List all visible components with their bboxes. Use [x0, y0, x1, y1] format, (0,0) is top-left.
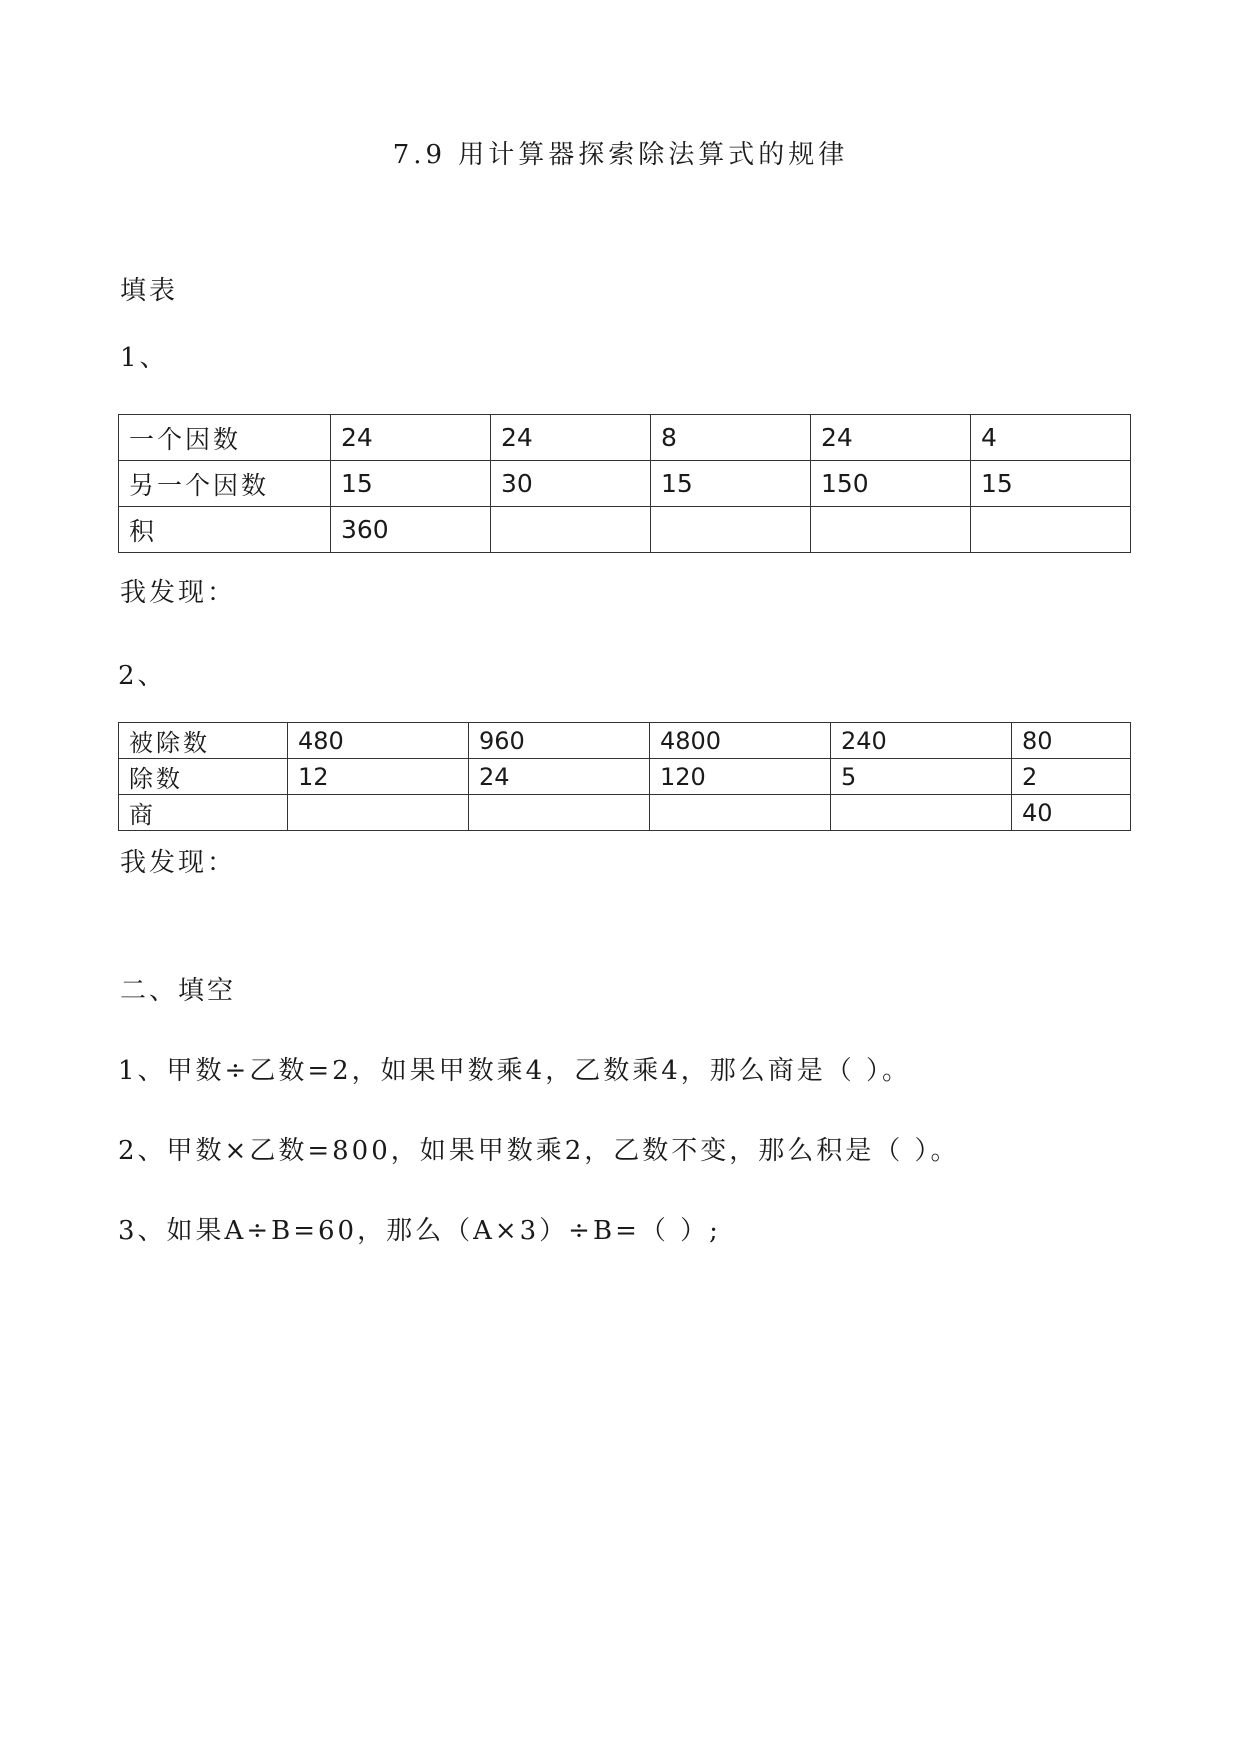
table-cell: 24: [811, 415, 971, 461]
answer-cell[interactable]: [491, 507, 651, 553]
table-cell: 4: [971, 415, 1131, 461]
answer-cell[interactable]: [288, 795, 469, 831]
table-cell: 8: [651, 415, 811, 461]
table-cell: 960: [469, 723, 650, 759]
table-cell: 24: [469, 759, 650, 795]
table-cell: 120: [650, 759, 831, 795]
page-title: 7.9 用计算器探索除法算式的规律: [392, 140, 849, 170]
fill-blank-question-3: 3、如果A÷B=60，那么（A×3）÷B=（ ）;: [118, 1216, 721, 1246]
row-header: 被除数: [119, 723, 288, 759]
answer-cell[interactable]: [831, 795, 1012, 831]
table-cell: 150: [811, 461, 971, 507]
dividend-quotient-table: [118, 722, 1131, 831]
row-header: 除数: [119, 759, 288, 795]
question-1-label: 1、: [120, 343, 169, 373]
answer-cell[interactable]: [971, 507, 1131, 553]
table-cell: 15: [331, 461, 491, 507]
table-cell: 2: [1012, 759, 1131, 795]
table-cell: 360: [331, 507, 491, 553]
answer-cell[interactable]: [469, 795, 650, 831]
table-cell: 15: [651, 461, 811, 507]
table-cell: 5: [831, 759, 1012, 795]
question-2-label: 2、: [118, 661, 167, 691]
table-row: [119, 723, 1131, 759]
answer-cell[interactable]: [811, 507, 971, 553]
finding-label-1: 我发现：: [120, 578, 237, 608]
section-heading-fill-table: 填表: [120, 276, 179, 306]
fill-blank-question-2: 2、甲数×乙数=800，如果甲数乘2，乙数不变，那么积是（ ）。: [118, 1136, 960, 1166]
table-row: [119, 795, 1131, 831]
section-heading-fill-blanks: 二、填空: [120, 976, 237, 1006]
table-row: [119, 461, 1131, 507]
table-cell: 24: [331, 415, 491, 461]
table-row: [119, 507, 1131, 553]
row-header: 积: [119, 507, 331, 553]
finding-label-2: 我发现：: [120, 848, 237, 878]
table-row: [119, 759, 1131, 795]
table-cell: 40: [1012, 795, 1131, 831]
table-cell: 240: [831, 723, 1012, 759]
table-cell: 4800: [650, 723, 831, 759]
row-header: 另一个因数: [119, 461, 331, 507]
table-row: [119, 415, 1131, 461]
table-cell: 15: [971, 461, 1131, 507]
table-cell: 30: [491, 461, 651, 507]
table-cell: 12: [288, 759, 469, 795]
row-header: 商: [119, 795, 288, 831]
answer-cell[interactable]: [651, 507, 811, 553]
table-cell: 24: [491, 415, 651, 461]
fill-blank-question-1: 1、甲数÷乙数=2，如果甲数乘4，乙数乘4，那么商是（ ）。: [118, 1056, 912, 1086]
answer-cell[interactable]: [650, 795, 831, 831]
table-cell: 80: [1012, 723, 1131, 759]
table-cell: 480: [288, 723, 469, 759]
row-header: 一个因数: [119, 415, 331, 461]
factor-product-table: [118, 414, 1131, 553]
